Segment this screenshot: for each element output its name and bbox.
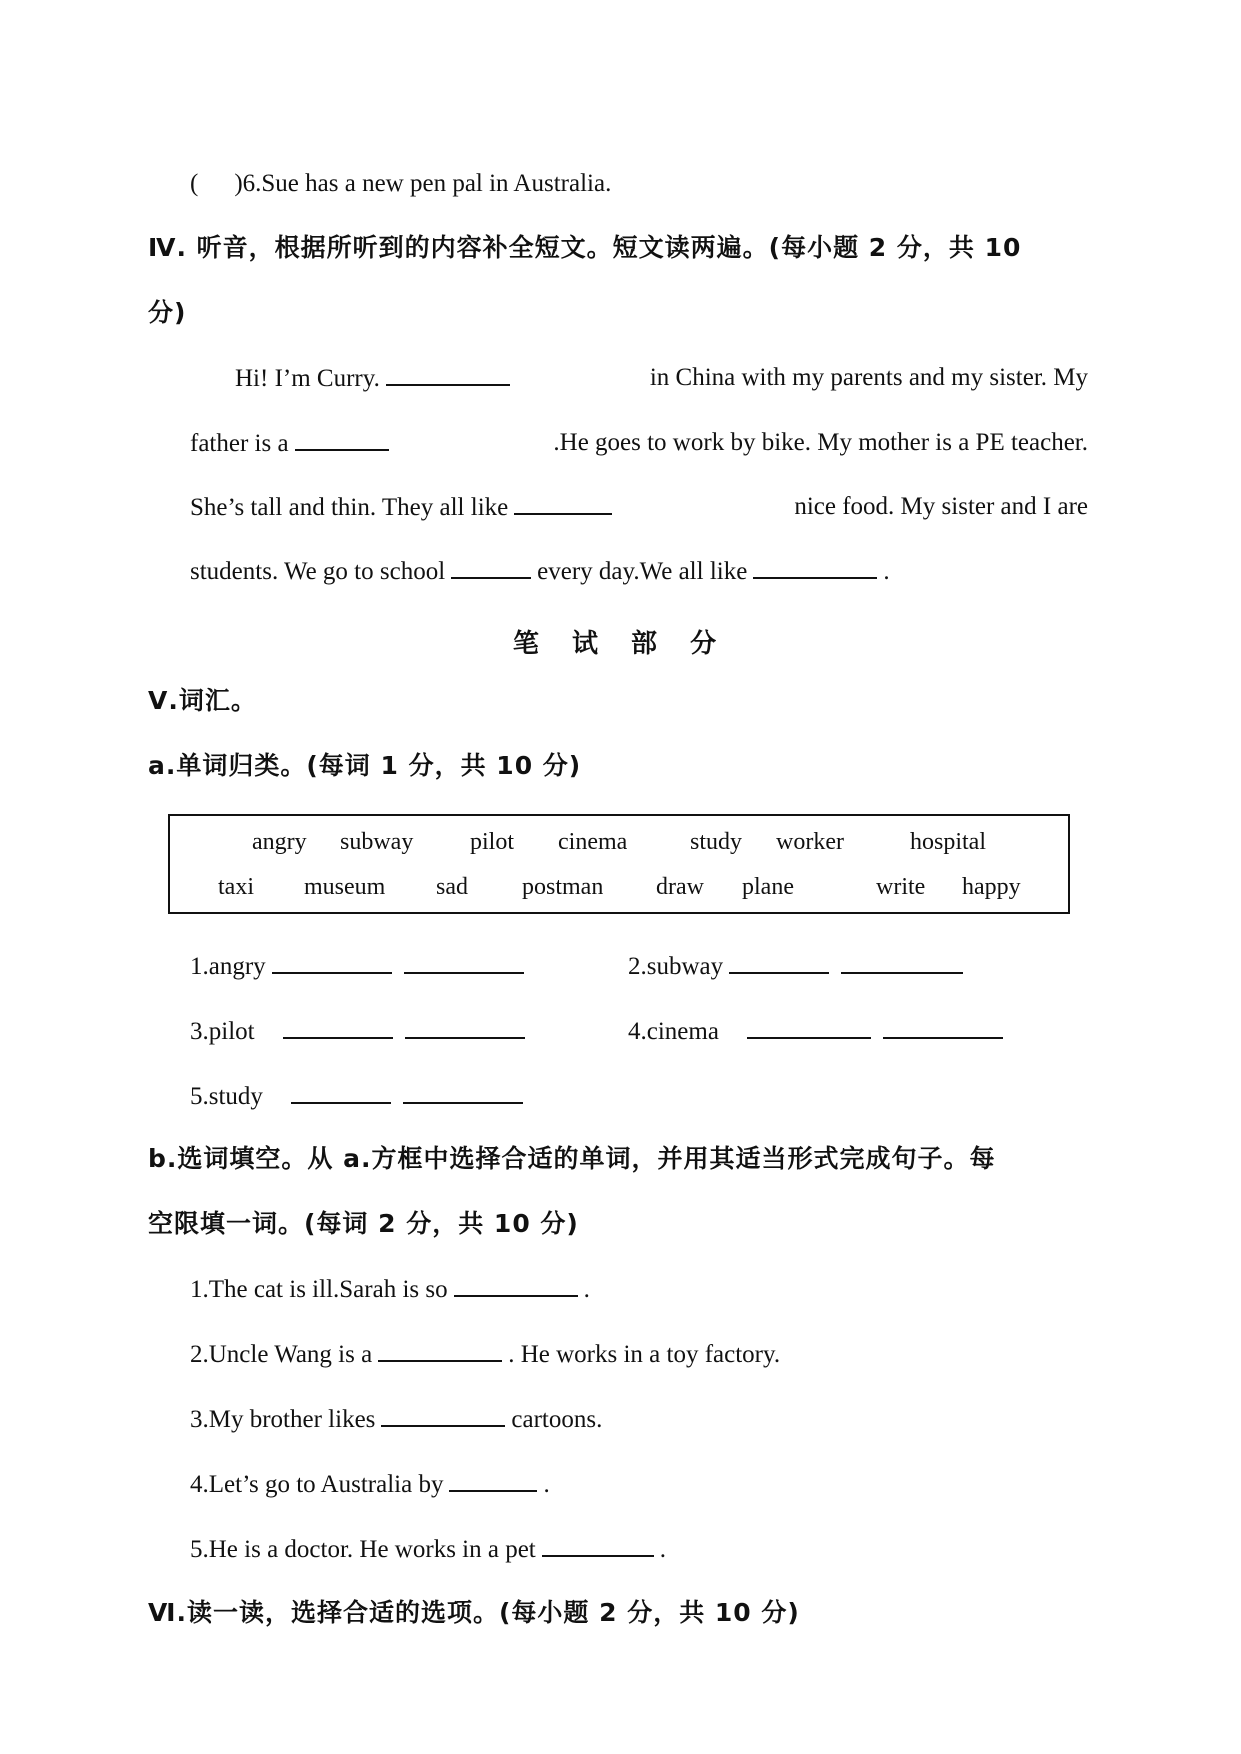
word-box-item: plane bbox=[742, 874, 794, 900]
word-box-item: postman bbox=[522, 874, 604, 900]
word-box bbox=[168, 814, 1070, 914]
section-6-heading: Ⅵ.读一读，选择合适的选项。(每小题 2 分，共 10 分) bbox=[148, 1598, 800, 1627]
sentence-blank[interactable] bbox=[449, 1468, 537, 1492]
classify-blank[interactable] bbox=[841, 950, 963, 974]
classify-item-1: 1.angry bbox=[190, 950, 530, 983]
answer-paren: ( bbox=[190, 170, 199, 197]
word-box-item: hospital bbox=[910, 829, 986, 855]
fill-sentence-4: 4.Let’s go to Australia by . bbox=[190, 1468, 550, 1501]
fill-sentence-3: 3.My brother likes cartoons. bbox=[190, 1403, 602, 1436]
section-4-heading-cont: 分) bbox=[148, 298, 187, 327]
word-box-item: worker bbox=[776, 829, 844, 855]
classify-item-3: 3.pilot bbox=[190, 1015, 531, 1048]
classify-blank[interactable] bbox=[405, 1015, 525, 1039]
classify-blank[interactable] bbox=[291, 1080, 391, 1104]
passage-line-2: father is a .He goes to work by bike. My mother is a PE teacher. bbox=[190, 429, 1088, 457]
written-part-title: 笔 试 部 分 bbox=[512, 629, 729, 659]
classify-blank[interactable] bbox=[272, 950, 392, 974]
word-box-item: sad bbox=[436, 874, 468, 900]
word-box-item: museum bbox=[304, 874, 386, 900]
word-box-item: pilot bbox=[470, 829, 515, 855]
classify-item-4: 4.cinema bbox=[628, 1015, 1009, 1048]
fill-blank-2[interactable] bbox=[295, 427, 389, 451]
fill-sentence-2: 2.Uncle Wang is a . He works in a toy factory. bbox=[190, 1338, 780, 1371]
classify-blank[interactable] bbox=[883, 1015, 1003, 1039]
classify-blank[interactable] bbox=[404, 950, 524, 974]
fill-blank-5[interactable] bbox=[753, 555, 877, 579]
part-b-heading: b.选词填空。从 a.方框中选择合适的单词，并用其适当形式完成句子。每 bbox=[148, 1144, 996, 1173]
word-box-item: happy bbox=[962, 874, 1021, 900]
classify-blank[interactable] bbox=[403, 1080, 523, 1104]
sentence-blank[interactable] bbox=[378, 1338, 502, 1362]
classify-blank[interactable] bbox=[747, 1015, 871, 1039]
fill-blank-4[interactable] bbox=[451, 555, 531, 579]
word-box-item: cinema bbox=[558, 829, 628, 855]
classify-item-2: 2.subway bbox=[628, 950, 969, 983]
word-box-item: study bbox=[690, 829, 743, 855]
word-box-item: subway bbox=[340, 829, 414, 855]
classify-item-5: 5.study bbox=[190, 1080, 529, 1113]
fill-sentence-5: 5.He is a doctor. He works in a pet . bbox=[190, 1533, 666, 1566]
classify-blank[interactable] bbox=[283, 1015, 393, 1039]
fill-blank-3[interactable] bbox=[514, 491, 612, 515]
section-4-heading: Ⅳ. 听音，根据所听到的内容补全短文。短文读两遍。(每小题 2 分，共 10 bbox=[148, 233, 1022, 262]
classify-blank[interactable] bbox=[729, 950, 829, 974]
fill-sentence-1: 1.The cat is ill.Sarah is so . bbox=[190, 1273, 590, 1306]
part-a-heading: a.单词归类。(每词 1 分，共 10 分) bbox=[148, 751, 582, 780]
passage-line-1: Hi! I’m Curry. in China with my parents and my sister. My bbox=[235, 364, 1088, 392]
sentence-blank[interactable] bbox=[381, 1403, 505, 1427]
passage-line-3: She’s tall and thin. They all like nice food. My sister and I are bbox=[190, 493, 1088, 521]
passage-line-4: students. We go to school every day.We all like . bbox=[190, 555, 890, 588]
section-5-heading: Ⅴ.词汇。 bbox=[148, 686, 257, 715]
sentence-blank[interactable] bbox=[454, 1273, 578, 1297]
part-b-heading-cont: 空限填一词。(每词 2 分，共 10 分) bbox=[148, 1209, 579, 1238]
item-6-text: )6.Sue has a new pen pal in Australia. bbox=[234, 170, 612, 197]
word-box-item: angry bbox=[252, 829, 307, 855]
word-box-item: taxi bbox=[218, 874, 254, 900]
sentence-blank[interactable] bbox=[542, 1533, 654, 1557]
word-box-item: draw bbox=[656, 874, 704, 900]
word-box-item: write bbox=[876, 874, 926, 900]
listening-item-6 bbox=[190, 168, 611, 200]
fill-blank-1[interactable] bbox=[386, 362, 510, 386]
